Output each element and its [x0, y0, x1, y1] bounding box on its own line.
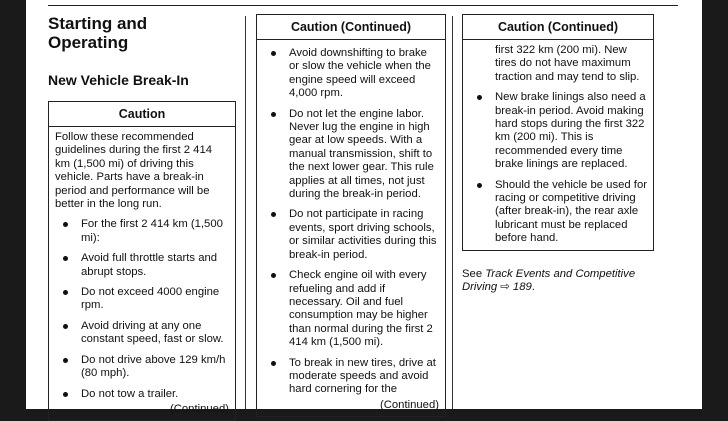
- caution-continued-text: first 322 km (200 mi). New tires do not have maximum traction and may tend to slip.: [495, 44, 640, 83]
- list-item: [55, 388, 229, 401]
- top-rule: [48, 5, 678, 6]
- bullet-icon: [63, 290, 68, 295]
- caution-box-body: [257, 47, 445, 416]
- list-item-text: Do not drive above 129 km/h (80 mph).: [81, 353, 226, 380]
- continued-label: (Continued): [169, 402, 229, 415]
- list-item: [469, 91, 647, 171]
- list-item: [263, 357, 439, 397]
- see-also-reference: [462, 268, 654, 295]
- bullet-icon: [63, 256, 68, 261]
- section-title-line2: Operating: [48, 33, 129, 52]
- list-item: [55, 320, 229, 347]
- caution-box-title: Caution: [49, 102, 235, 127]
- caution-box-continued: [462, 14, 654, 251]
- subsection-title: New Vehicle Break-In: [48, 72, 189, 88]
- list-item-text: Avoid downshifting to brake or slow the vehicle when the engine speed will exceed 4,000 rpm.: [289, 47, 431, 100]
- caution-list: [469, 91, 647, 245]
- bullet-icon: [271, 273, 276, 278]
- list-item-text: New brake linings also need a break-in period. Avoid making hard stops during the first 322 km (200 mi). This is recommended every time brake linings are replaced.: [495, 91, 646, 171]
- list-item-text: Avoid full throttle starts and abrupt stops.: [81, 252, 218, 278]
- continued-label: (Continued): [379, 398, 439, 411]
- list-item-text: Do not participate in racing events, sport driving schools, or similar activities during this break-in period.: [289, 208, 437, 261]
- list-item-text: Should the vehicle be used for racing or competitive driving (after break-in), the rear axle lubricant must be replaced before hand.: [495, 178, 647, 245]
- list-item: [469, 179, 647, 246]
- column-2: [256, 14, 446, 417]
- list-item: [55, 252, 229, 279]
- list-item-text: Do not tow a trailer.: [81, 387, 179, 400]
- see-also-page-number[interactable]: 189: [512, 281, 532, 294]
- list-item: [55, 354, 229, 381]
- column-3: [462, 14, 654, 295]
- column-1: [48, 14, 236, 421]
- bullet-icon: [63, 324, 68, 329]
- see-also-suffix: .: [531, 281, 535, 294]
- bullet-icon: [63, 392, 68, 397]
- list-item-text: For the first 2 414 km (1,500 mi):: [81, 218, 223, 244]
- section-title-line1: Starting and: [48, 14, 148, 33]
- caution-box-title: Caution (Continued): [463, 15, 653, 40]
- list-item: [55, 218, 229, 245]
- list-item: [263, 269, 439, 349]
- list-item-text: Check engine oil with every refueling and add if necessary. Oil and fuel consumption may be higher than normal during the first 2 414 km (1,500 mi).: [289, 269, 433, 349]
- caution-box-title: Caution (Continued): [257, 15, 445, 40]
- list-item-text: Do not exceed 4000 engine rpm.: [81, 286, 220, 312]
- list-item: [55, 286, 229, 313]
- list-item: [263, 108, 439, 202]
- bullet-icon: [271, 112, 276, 117]
- caution-box: [48, 101, 236, 421]
- bullet-icon: [271, 212, 276, 217]
- page-arrow-icon: ⇨: [500, 281, 510, 294]
- caution-list: [263, 47, 439, 397]
- see-also-link[interactable]: Track Events and Competitive Driving: [462, 267, 636, 294]
- list-item-text: Avoid driving at any one constant speed, fast or slow.: [81, 319, 224, 346]
- bullet-icon: [63, 358, 68, 363]
- caution-box-body: [463, 40, 653, 250]
- caution-box-body: [49, 127, 235, 420]
- caution-list: [55, 218, 229, 400]
- bullet-icon: [63, 222, 68, 227]
- bullet-icon: [477, 183, 482, 188]
- caution-box-continued: [256, 14, 446, 417]
- list-item: [263, 47, 439, 101]
- column-divider: [452, 16, 453, 409]
- list-item: [263, 208, 439, 262]
- bullet-icon: [477, 95, 482, 100]
- manual-page: [26, 0, 702, 415]
- see-also-prefix: See: [462, 267, 486, 280]
- caution-intro: Follow these recommended guidelines during the first 2 414 km (1,500 mi) of driving this vehicle. Parts have a break-in period and performance will be better in the long run.: [55, 131, 213, 211]
- list-item-text: To break in new tires, drive at moderate speeds and avoid hard cornering for the: [289, 356, 436, 396]
- column-divider: [245, 16, 246, 409]
- section-title: [48, 14, 236, 52]
- list-item-text: Do not let the engine labor. Never lug the engine in high gear at low speeds. With a manual transmission, shift to the next lower gear. This rule applies at all times, not just during the break-in period.: [289, 107, 434, 201]
- bullet-icon: [271, 361, 276, 366]
- bullet-icon: [271, 51, 276, 56]
